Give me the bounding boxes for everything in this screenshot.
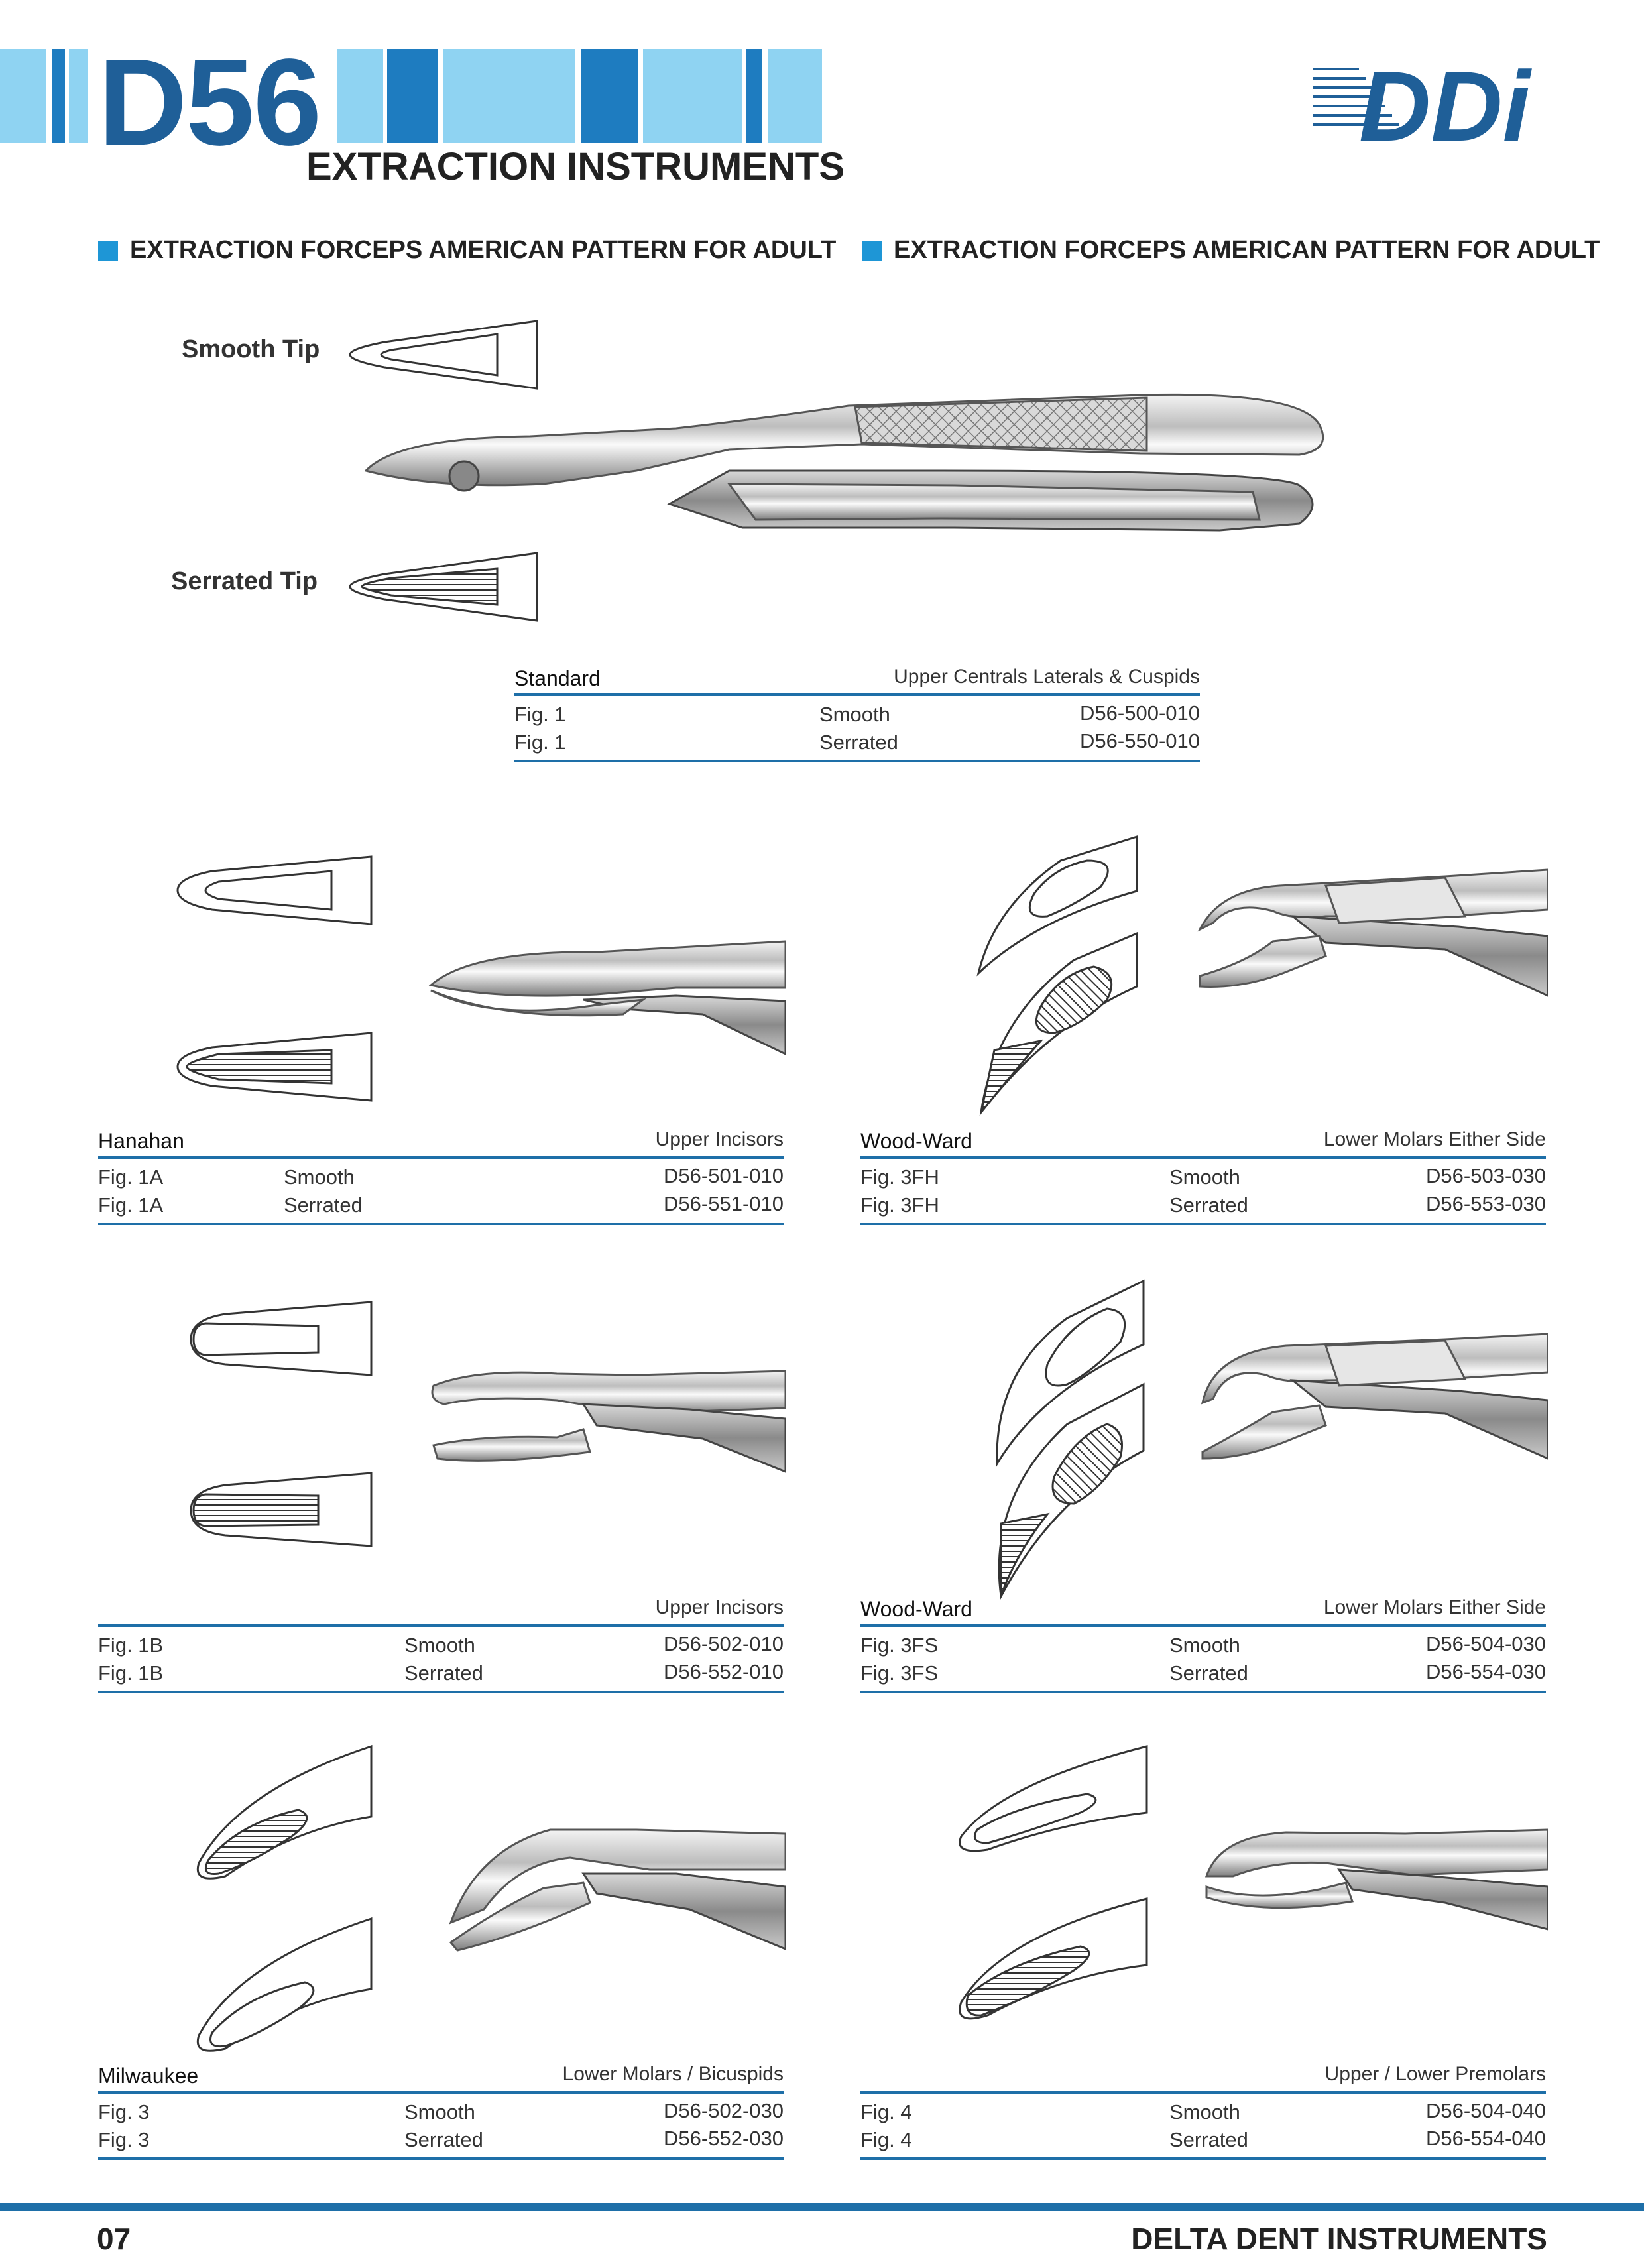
catalog-code: D56 — [89, 41, 331, 147]
product-description: Upper Incisors — [655, 1128, 784, 1150]
section-title-left: EXTRACTION FORCEPS AMERICAN PATTERN FOR ADULT — [98, 236, 836, 265]
bullet-square-icon — [98, 241, 118, 261]
section-title-right: EXTRACTION FORCEPS AMERICAN PATTERN FOR ADULT — [862, 236, 1600, 265]
table-row: Fig. 3 Serrated D56-552-030 — [98, 2127, 784, 2151]
page-number: 07 — [97, 2222, 131, 2256]
fig4-smooth-tip — [948, 1744, 1153, 1856]
bullet-square-icon — [862, 241, 882, 261]
fig1b-serrated-tip — [179, 1470, 378, 1550]
product-name: Wood-Ward — [860, 1597, 972, 1621]
milwaukee-forceps-image — [438, 1810, 786, 1956]
product-fig1b — [98, 1594, 784, 1693]
fig1b-forceps-image — [424, 1366, 786, 1492]
woodward-3fs-tip-drawing — [988, 1278, 1153, 1603]
table-row: Fig. 3FH Serrated D56-553-030 — [860, 1192, 1546, 1217]
svg-text:DDi: DDi — [1359, 50, 1531, 147]
product-description: Upper / Lower Premolars — [1324, 2063, 1546, 2085]
product-woodward-3fh — [860, 1126, 1546, 1225]
table-row: Fig. 4 Serrated D56-554-040 — [860, 2127, 1546, 2151]
smooth-tip-label: Smooth Tip — [182, 335, 320, 363]
product-name: Milwaukee — [98, 2064, 199, 2088]
product-description: Lower Molars / Bicuspids — [562, 2063, 784, 2085]
woodward-3fs-forceps-image — [1193, 1326, 1548, 1472]
product-woodward-3fs — [860, 1594, 1546, 1693]
fig4-serrated-tip — [948, 1896, 1153, 2029]
hanahan-serrated-tip — [172, 1030, 378, 1103]
product-name: Hanahan — [98, 1129, 184, 1153]
table-row: Fig. 4 Smooth D56-504-040 — [860, 2099, 1546, 2123]
milwaukee-smooth-tip — [186, 1916, 378, 2062]
fig1b-smooth-tip — [179, 1299, 378, 1379]
forceps-fig1-image — [358, 371, 1392, 570]
product-fig4 — [860, 2060, 1546, 2160]
hanahan-smooth-tip — [172, 854, 378, 927]
hanahan-forceps-image — [424, 922, 786, 1067]
product-name: Wood-Ward — [860, 1129, 972, 1153]
table-row: Fig. 1 Smooth D56-500-010 — [514, 701, 1200, 726]
fig4-forceps-image — [1193, 1823, 1548, 1936]
table-row: Fig. 3FS Smooth D56-504-030 — [860, 1632, 1546, 1657]
product-standard — [514, 663, 1200, 762]
product-description: Lower Molars Either Side — [1323, 1128, 1546, 1150]
footer-divider — [0, 2203, 1644, 2211]
table-row: Fig. 1 Serrated D56-550-010 — [514, 729, 1200, 754]
milwaukee-serrated-tip — [186, 1744, 378, 1889]
woodward-3fh-tip-drawing — [968, 834, 1147, 1119]
table-row: Fig. 1A Serrated D56-551-010 — [98, 1192, 784, 1217]
woodward-3fh-forceps-image — [1193, 863, 1548, 1009]
product-name: Standard — [514, 666, 601, 690]
table-row: Fig. 3FS Serrated D56-554-030 — [860, 1660, 1546, 1685]
product-description: Upper Centrals Laterals & Cuspids — [894, 666, 1200, 687]
serrated-tip-label: Serrated Tip — [171, 567, 318, 595]
table-row: Fig. 1B Smooth D56-502-010 — [98, 1632, 784, 1657]
table-row: Fig. 3 Smooth D56-502-030 — [98, 2099, 784, 2123]
table-row: Fig. 3FH Smooth D56-503-030 — [860, 1164, 1546, 1189]
ddi-logo — [1313, 48, 1549, 147]
product-description: Upper Incisors — [655, 1596, 784, 1618]
product-milwaukee — [98, 2060, 784, 2160]
page-subtitle: EXTRACTION INSTRUMENTS — [306, 145, 845, 188]
table-row: Fig. 1A Smooth D56-501-010 — [98, 1164, 784, 1189]
product-hanahan — [98, 1126, 784, 1225]
footer-brand: DELTA DENT INSTRUMENTS — [1131, 2222, 1547, 2256]
table-row: Fig. 1B Serrated D56-552-010 — [98, 1660, 784, 1685]
product-description: Lower Molars Either Side — [1323, 1596, 1546, 1618]
